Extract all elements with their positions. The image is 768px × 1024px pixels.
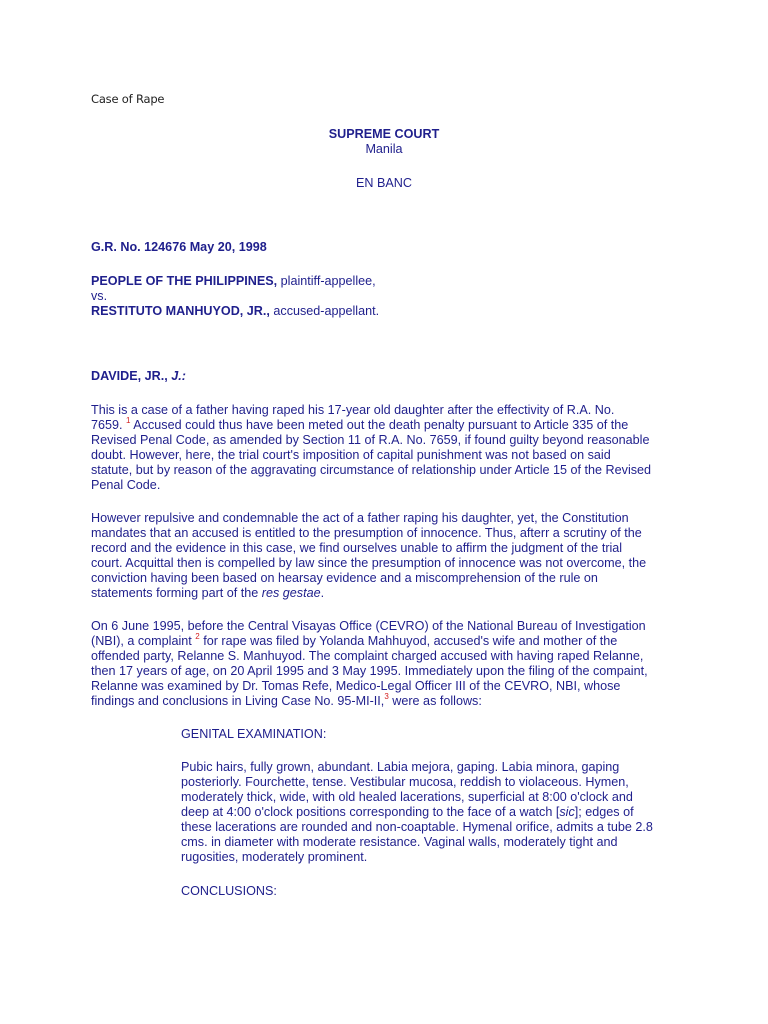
parties-block	[91, 274, 691, 319]
p2-line-4: court. Acquittal then is compelled by law since the presumption of innocence was not overcome, the	[91, 556, 647, 570]
plaintiff-role: plaintiff-appellee,	[277, 274, 376, 288]
versus-label: vs.	[91, 289, 108, 303]
exam-line-6: cms. in diameter with moderate resistance. Vaginal walls, moderately tight and	[181, 835, 618, 849]
accused-line	[91, 304, 691, 319]
p3-line-6	[91, 691, 691, 709]
accused-role: accused-appellant.	[269, 304, 380, 318]
p1-line-2a: 7659.	[91, 418, 127, 432]
p3-line-6b: were as follows:	[388, 694, 482, 708]
p2-line-3: record and the evidence in this case, we find ourselves unable to affirm the judgment of the trial	[91, 541, 623, 555]
exam-findings	[181, 760, 681, 865]
case-number: G.R. No. 124676 May 20, 1998	[91, 240, 267, 254]
exam-line-5: these lacerations are rounded and non-coaptable. Hymenal orifice, admits a tube 2.8	[181, 820, 653, 834]
exam-line-4b: ]; edges of	[574, 805, 634, 819]
res-gestae-italic: res gestae	[261, 586, 321, 600]
paragraph-3	[91, 619, 691, 709]
plaintiff-name: PEOPLE OF THE PHILIPPINES,	[91, 274, 278, 288]
justice-line	[91, 369, 691, 384]
p1-line-3: Revised Penal Code, as amended by Section 11 of R.A. No. 7659, if found guilty beyond reasonable	[91, 433, 650, 447]
court-city: Manila	[365, 142, 403, 156]
exam-line-7: rugosities, moderately prominent.	[181, 850, 368, 864]
p3-line-1: On 6 June 1995, before the Central Visayas Office (CEVRO) of the National Bureau of Investigation	[91, 619, 646, 633]
justice-name: DAVIDE, JR.,	[91, 369, 172, 383]
p1-line-2b: Accused could thus have been meted out the death penalty pursuant to Article 335 of the	[130, 418, 629, 432]
p2-line-2: mandates that an accused is entitled to the presumption of innocence. Thus, afterr a scrutiny of the	[91, 526, 642, 540]
conclusions-heading: CONCLUSIONS:	[181, 884, 277, 898]
p3-line-3: offended party, Relanne S. Manhuyod. The complaint charged accused with having raped Relanne,	[91, 649, 644, 663]
p3-line-2	[91, 631, 691, 649]
p1-line-2	[91, 415, 691, 433]
exam-line-4a: deep at 4:00 o'clock positions corresponding to the face of a watch [	[181, 805, 560, 819]
sic-italic: sic	[559, 805, 575, 819]
court-name: SUPREME COURT	[328, 127, 440, 141]
p1-line-1: This is a case of a father having raped his 17-year old daughter after the effectivity of R.A. No.	[91, 403, 615, 417]
exam-line-1: Pubic hairs, fully grown, abundant. Labia mejora, gaping. Labia minora, gaping	[181, 760, 620, 774]
p2-line-6a: statements forming part of the	[91, 586, 262, 600]
exam-line-4	[181, 805, 681, 820]
paragraph-2	[91, 511, 691, 601]
footnote-ref-3[interactable]: 3	[384, 691, 389, 701]
genital-exam-heading: GENITAL EXAMINATION:	[181, 727, 327, 741]
p1-line-4: doubt. However, here, the trial court's imposition of capital punishment was not based on said	[91, 448, 611, 462]
p1-line-6: Penal Code.	[91, 478, 161, 492]
p2-line-1: However repulsive and condemnable the act of a father raping his daughter, yet, the Constitution	[91, 511, 629, 525]
justice-title: J.:	[171, 369, 186, 383]
p2-line-6b: .	[320, 586, 325, 600]
court-division: EN BANC	[356, 176, 412, 190]
p1-line-5: statute, but by reason of the aggravating circumstance of relationship under Article 15 of the Revised	[91, 463, 652, 477]
p3-line-5: Relanne was examined by Dr. Tomas Refe, Medico-Legal Officer III of the CEVRO, NBI, whose	[91, 679, 621, 693]
accused-name: RESTITUTO MANHUYOD, JR.,	[91, 304, 270, 318]
p3-line-2b: for rape was filed by Yolanda Mahhuyod, accused's wife and mother of the	[199, 634, 618, 648]
p3-line-6a: findings and conclusions in Living Case No. 95-MI-II,	[91, 694, 385, 708]
p3-line-4: then 17 years of age, on 20 April 1995 and 3 May 1995. Immediately upon the filing of the compaint,	[91, 664, 648, 678]
footnote-ref-1[interactable]: 1	[126, 415, 131, 425]
footnote-ref-2[interactable]: 2	[195, 631, 200, 641]
p2-line-6	[91, 586, 691, 601]
plaintiff-line	[91, 274, 691, 289]
exam-line-3: moderately thick, wide, with old healed lacerations, superficial at 8:00 o'clock and	[181, 790, 633, 804]
exam-line-2: posteriorly. Fourchette, tense. Vestibular mucosa, reddish to violaceous. Hymen,	[181, 775, 629, 789]
p3-line-2a: (NBI), a complaint	[91, 634, 196, 648]
p2-line-5: conviction having been based on hearsay evidence and a miscomprehension of the rule on	[91, 571, 598, 585]
paragraph-1	[91, 403, 691, 493]
document-title: Case of Rape	[91, 92, 165, 106]
